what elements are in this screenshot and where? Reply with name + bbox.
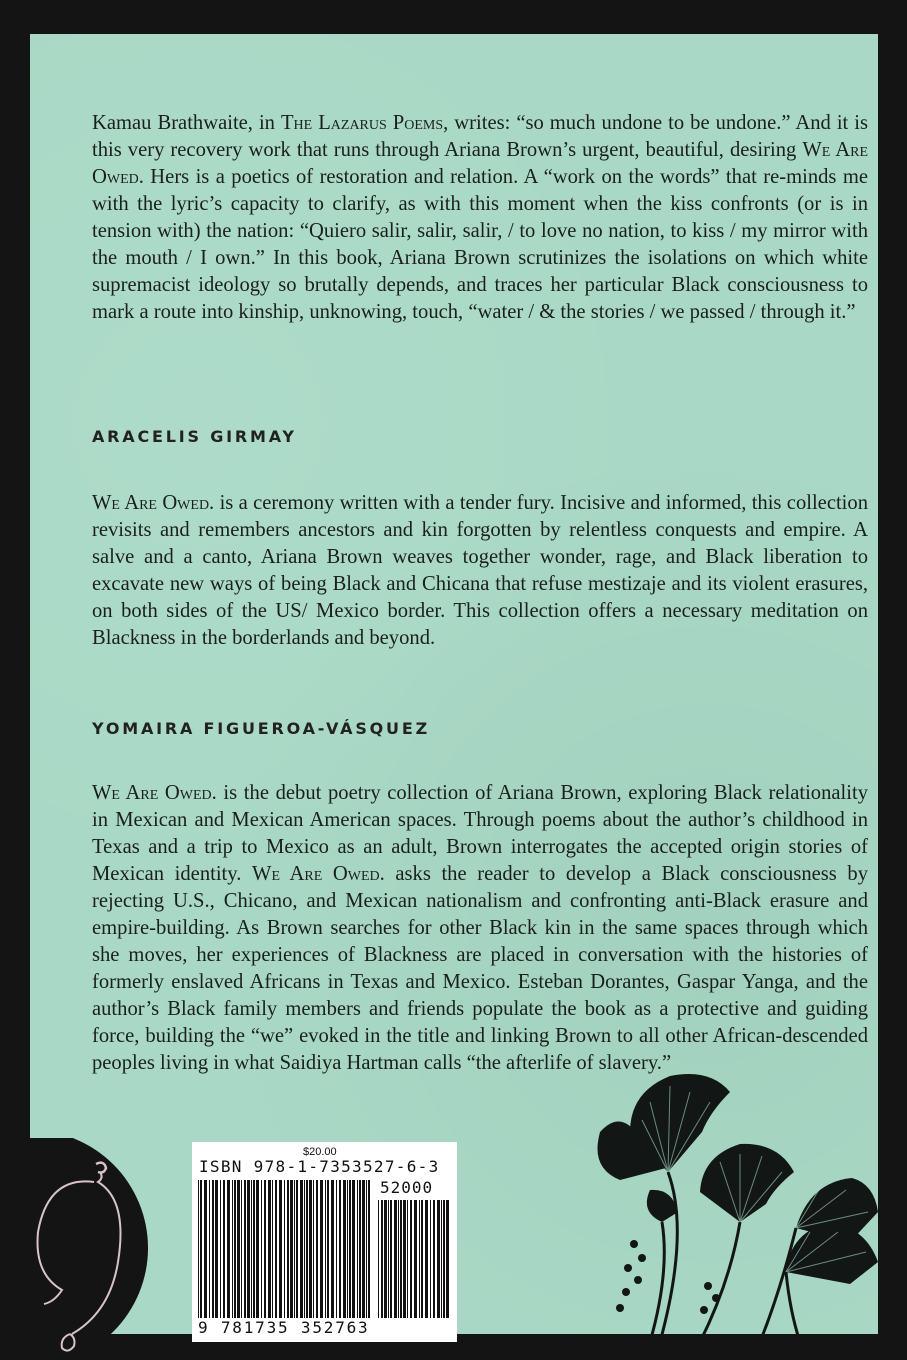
barcode-bar xyxy=(336,1180,337,1318)
barcode-bar xyxy=(339,1180,341,1318)
barcode-bar xyxy=(398,1200,399,1318)
barcode-bar xyxy=(419,1200,420,1318)
barcode-bar xyxy=(300,1180,303,1318)
barcode-bar xyxy=(349,1180,351,1318)
barcode-bar xyxy=(264,1180,266,1318)
barcode-bar xyxy=(320,1180,323,1318)
barcode-bar xyxy=(421,1200,423,1318)
barcode-bar xyxy=(237,1180,240,1318)
isbn-text: ISBN 978-1-7353527-6-3 xyxy=(199,1157,440,1176)
ean-barcode-bars xyxy=(198,1180,376,1330)
barcode-bar xyxy=(414,1200,417,1318)
barcode-bar xyxy=(325,1180,326,1318)
blurb-figueroa-vasquez: We Are Owed. is a ceremony written with a tender fury. Incisive and informed, this collection revisits and remembers ancestors and kin forgotten by relentless conquests and empire. A salve and a canto, Ariana Brown weaves together wonder, rage, and Black liberation to excavate new ways of being Black and Chicana that refuse mestizaje and its violent erasures, on both sides of the US/ Mexico border. This collection offers a necessary meditation on Blackness in the borderlands and beyond. xyxy=(92,492,868,649)
barcode-bar xyxy=(343,1180,346,1318)
barcode-bar xyxy=(290,1180,293,1318)
barcode-bar xyxy=(223,1180,225,1318)
barcode-bar xyxy=(284,1180,285,1330)
barcode-bar xyxy=(331,1180,334,1318)
barcode-bar xyxy=(400,1200,402,1318)
barcode-bar xyxy=(204,1180,207,1318)
book-title: We Are Owed xyxy=(92,139,868,188)
barcode-bar xyxy=(272,1180,273,1318)
barcode-bar xyxy=(209,1180,210,1318)
barcode-bar xyxy=(227,1180,230,1318)
barcode-bar xyxy=(200,1180,202,1330)
barcode-bar xyxy=(437,1200,440,1318)
ean-digits: 9 781735 352763 xyxy=(198,1318,370,1337)
book-description: We Are Owed. is the debut poetry collection of Ariana Brown, exploring Black relationality in Mexican and Mexican American spaces. Through poems about the author’s childhood in Texas and a trip to Mexico as an adult, Brown interrogates the accepted origin stories of Mexican identity. We Are Owed. asks the reader to develop a Black consciousness by rejecting U.S., Chicano, and Mexican nationalism and confronting anti-Black erasure and empire-building. As Brown searches for other Black kin in the same spaces through which she moves, her experiences of Blackness are placed in conversation with the histories of formerly enslaved Africans in Texas and Mexico. Esteban Dorantes, Gaspar Yanga, and the author’s Black family members and friends populate the book as a protective and guiding force, building the “we” evoked in the title and linking Brown to all other African-descended peoples living in what Saidiya Hartman calls “the afterlife of slavery.” xyxy=(92,782,869,1074)
barcode-bar xyxy=(430,1200,431,1318)
barcode-bar xyxy=(220,1180,221,1318)
price-label: $20.00 xyxy=(303,1146,337,1158)
barcode-bar xyxy=(287,1180,289,1330)
barcode-bar xyxy=(362,1180,365,1318)
barcode-bar xyxy=(232,1180,233,1318)
price-supplement-code: 52000 xyxy=(380,1178,434,1197)
barcode-bar xyxy=(407,1200,408,1318)
barcode-bar xyxy=(241,1180,242,1318)
barcode-bar xyxy=(388,1200,389,1318)
book-title: We Are Owed. xyxy=(252,863,385,885)
barcode-bar xyxy=(306,1180,308,1318)
barcode-bar xyxy=(443,1200,445,1318)
attribution-girmay: ARACELIS GIRMAY xyxy=(92,427,297,446)
book-title: The Lazarus Poems xyxy=(280,112,444,134)
barcode-bar xyxy=(425,1200,428,1318)
book-title: We Are Owed. xyxy=(92,782,217,804)
barcode-bar xyxy=(275,1180,277,1318)
barcode-bar xyxy=(215,1180,218,1318)
barcode-bar xyxy=(384,1200,387,1318)
barcode-bar xyxy=(251,1180,252,1318)
barcode-bar xyxy=(368,1180,370,1318)
barcode-bar xyxy=(247,1180,250,1318)
barcode-bar xyxy=(268,1180,271,1318)
attribution-figueroa-vasquez: YOMAIRA FIGUEROA-VÁSQUEZ xyxy=(92,719,430,738)
barcode-bar xyxy=(198,1180,199,1330)
barcode-bar xyxy=(294,1180,295,1318)
barcode-bar xyxy=(316,1180,318,1318)
publisher-logo xyxy=(0,1138,160,1358)
barcode-bar xyxy=(390,1200,392,1318)
barcode-bar xyxy=(378,1200,379,1318)
ginkgo-leaves-illustration xyxy=(590,1072,878,1342)
blurb-girmay: Kamau Brathwaite, in The Lazarus Poems, writes: “so much undone to be undone.” And it is this very recovery work that runs through Ariana Brown’s urgent, beautiful, desiring We Are Owed. Hers is a poetics of restoration and relation. A “work on the words” that re-minds me with the lyric’s capacity to clarify, as with this moment when the kiss confronts (or is in tension with) the nation: “Quiero salir, salir, salir, / to love no nation, to kiss / my mirror with the mouth / I own.” In this book, Ariana Brown scrutinizes the isolations on which white supremacist ideology so brutally depends, and traces her particular Black consciousness to mark a route into kinship, unknowing, touch, “water / & the stories / we passed / through it.” xyxy=(92,112,868,323)
book-title: We Are Owed. xyxy=(92,492,215,514)
barcode-bar xyxy=(446,1200,449,1318)
barcode-bar xyxy=(309,1180,312,1318)
barcode-bar xyxy=(256,1180,259,1318)
barcode-bar xyxy=(403,1200,406,1318)
supplement-barcode-bars xyxy=(378,1200,452,1330)
barcode-bar xyxy=(357,1180,358,1318)
isbn-barcode xyxy=(192,1142,457,1342)
barcode-bar xyxy=(279,1180,282,1318)
barcode-bar xyxy=(410,1200,412,1318)
barcode-bar xyxy=(304,1180,305,1318)
barcode-bar xyxy=(327,1180,329,1318)
barcode-bar xyxy=(394,1200,397,1318)
barcode-bar xyxy=(244,1180,246,1318)
barcode-bar xyxy=(212,1180,214,1318)
barcode-bar xyxy=(359,1180,361,1318)
barcode-bar xyxy=(234,1180,236,1318)
barcode-bar xyxy=(261,1180,262,1318)
barcode-bar xyxy=(347,1180,348,1318)
barcode-bar xyxy=(381,1200,383,1318)
barcode-bar xyxy=(441,1200,442,1318)
barcode-bar xyxy=(366,1180,367,1318)
barcode-bar xyxy=(352,1180,355,1318)
barcode-bar xyxy=(433,1200,435,1318)
barcode-bar xyxy=(296,1180,298,1318)
barcode-bar xyxy=(253,1180,255,1318)
barcode-bar xyxy=(313,1180,314,1318)
